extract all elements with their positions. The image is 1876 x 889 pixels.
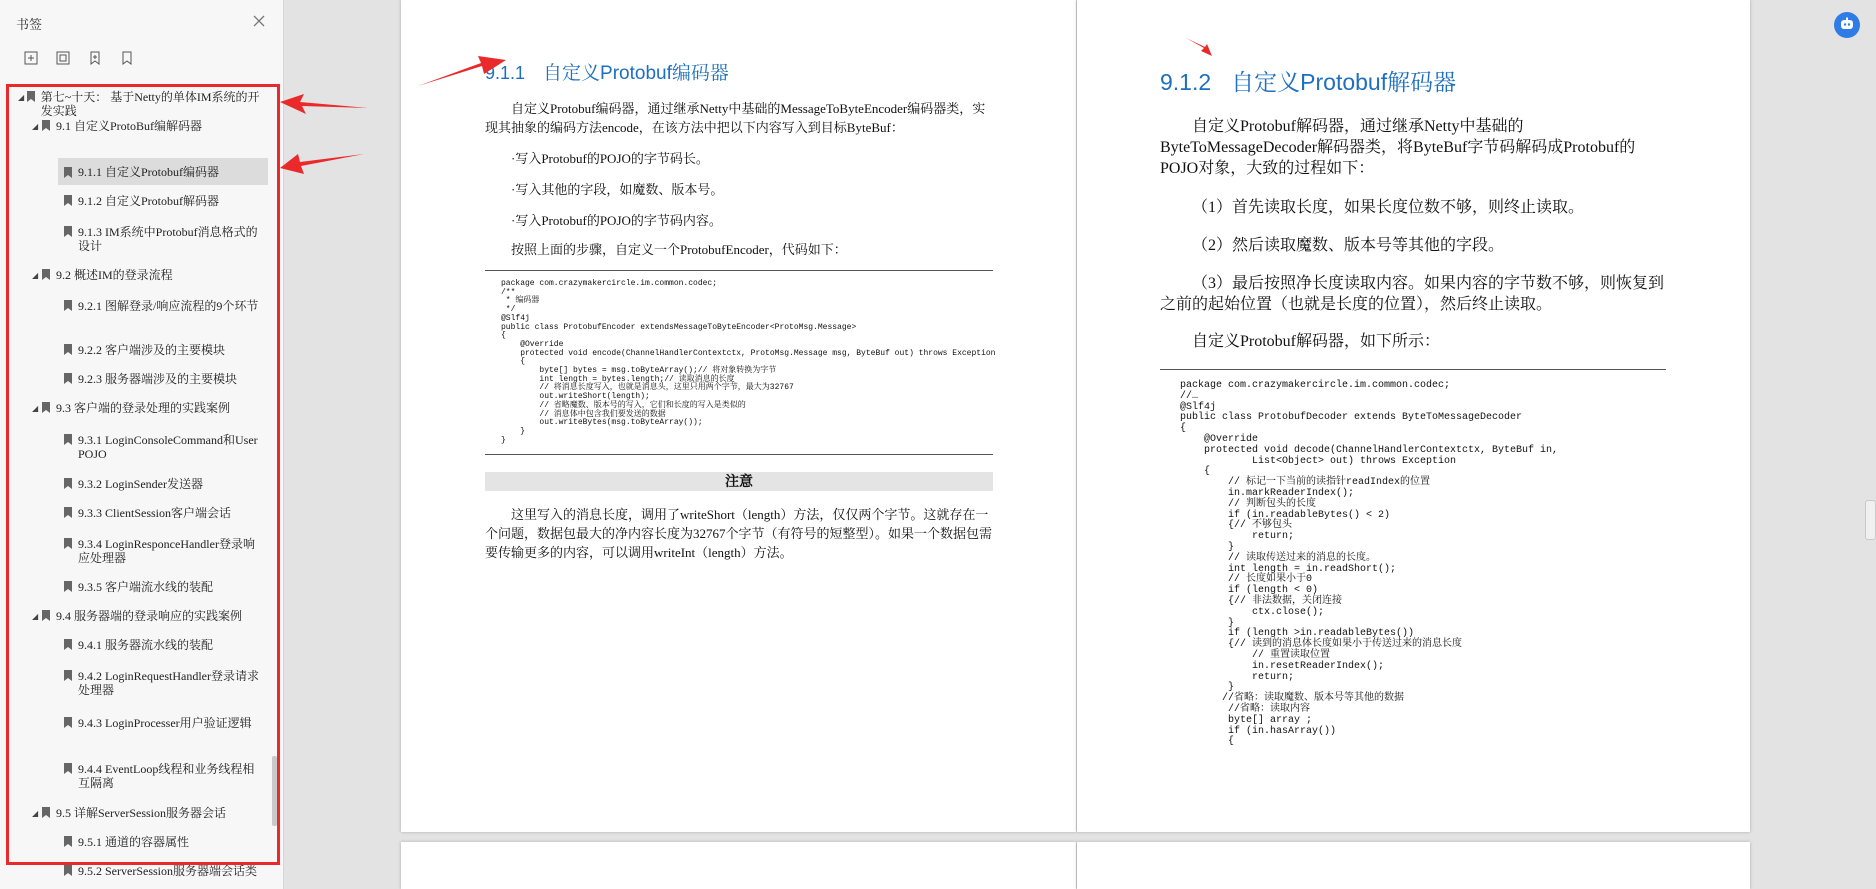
section-title: 自定义Protobuf解码器 [1231, 69, 1457, 95]
bookmark-icon [64, 639, 72, 650]
bullet-item: ·写入Protobuf的POJO的字节码内容。 [511, 213, 722, 228]
code-divider [485, 454, 993, 455]
bookmark-item[interactable]: ◢ 9.5 详解ServerSession服务器会话 [32, 806, 226, 820]
code-block: package com.crazymakercircle.im.common.codec; /** * 编码器 */ @Slf4j public class ProtobufEncoder extendsMessageToByteEncoder<ProtoMsg.Message> { @Override protected void encode(ChannelHandlerContextctx, ProtoMsg.Message msg, ByteBuf out) throws Exception { byte[] bytes = msg.toByteArray();// 将对象转换为字节 int length = bytes.length;// 读取消息的长度 // 将消息长度写入，也就是消息头，这里只用两个字节，最大为32767 out.writeShort(length); // 省略魔数、版本号的写入，它们和长度的写入是类似的 // 消息体中包含我们要发送的数据 out.writeBytes(msg.toByteArray()); } } [501, 279, 996, 445]
note-paragraph: 这里写入的消息长度，调用了writeShort（length）方法，仅仅两个字节。这就存在一个问题，数据包最大的净内容长度为32767个字节（有符号的短整型）。如果一个数据包需要传输更多的内容，可以调用writeInt（length）方法。 [485, 507, 993, 560]
annotation-arrow-icon [280, 148, 366, 178]
section-number: 9.1.2 [1160, 69, 1212, 95]
section-title: 自定义Protobuf编码器 [543, 63, 729, 84]
expanded-triangle-icon[interactable]: ◢ [32, 809, 39, 818]
bookmark-item[interactable]: 9.2.2 客户端涉及的主要模块 [64, 343, 264, 357]
bookmark-icon [64, 373, 72, 384]
bookmark-item[interactable]: ◢ 9.4 服务器端的登录响应的实践案例 [32, 609, 243, 623]
expanded-triangle-icon[interactable]: ◢ [32, 271, 39, 280]
page-scrollbar-thumb[interactable] [1865, 500, 1876, 540]
bookmark-icon [64, 300, 72, 311]
expanded-triangle-icon[interactable]: ◢ [32, 612, 39, 621]
bookmark-item[interactable]: ◢ 9.2 概述IM的登录流程 [32, 268, 173, 282]
section-heading [1160, 64, 1456, 97]
bookmark-list [6, 84, 277, 889]
bookmark-item[interactable]: 9.3.5 客户端流水线的装配 [64, 580, 264, 594]
bookmark-icon [64, 167, 72, 178]
step-paragraph: （3）最后按照净长度读取内容。如果内容的字节数不够，则恢复到之前的起始位置（也就是长度的位置），然后终止读取。 [1160, 275, 1665, 313]
code-divider [1160, 369, 1666, 370]
add-bookmark-icon[interactable] [84, 48, 106, 68]
bookmark-item[interactable]: 9.4.2 LoginRequestHandler登录请求处理器 [64, 669, 264, 697]
code-divider [485, 270, 993, 271]
bookmark-item[interactable]: 9.1.3 IM系统中Protobuf消息格式的设计 [64, 225, 264, 253]
assistant-icon [1839, 17, 1855, 33]
bookmark-item[interactable]: 9.3.1 LoginConsoleCommand和User POJO [64, 433, 264, 461]
bookmark-icon [64, 226, 72, 237]
expanded-triangle-icon[interactable]: ◢ [32, 122, 39, 131]
bookmark-icon [42, 610, 50, 621]
bookmark-item[interactable]: 9.5.1 通道的容器属性 [64, 835, 264, 849]
bookmark-icon [27, 91, 35, 102]
bookmark-icon [64, 865, 72, 876]
bookmark-icon [64, 670, 72, 681]
collapse-all-icon[interactable] [52, 48, 74, 68]
bookmark-icon [64, 836, 72, 847]
annotation-arrow-icon [1184, 36, 1214, 58]
bookmark-sidebar [0, 0, 284, 889]
bookmark-icon [42, 120, 50, 131]
assistant-button[interactable] [1834, 12, 1860, 38]
bookmark-item[interactable]: ◢ 9.1 自定义ProtoBuf编解码器 [32, 119, 203, 133]
bullet-item: ·写入其他的字段，如魔数、版本号。 [511, 182, 724, 197]
expanded-triangle-icon[interactable]: ◢ [18, 93, 25, 102]
bookmark-icon [64, 763, 72, 774]
sidebar-toolbar [20, 48, 138, 68]
bookmark-icon [64, 581, 72, 592]
bookmark-item-selected[interactable]: 9.1.1 自定义Protobuf编码器 [58, 158, 268, 185]
bookmark-icon [64, 478, 72, 489]
lead-paragraph: 按照上面的步骤，自定义一个ProtobufEncoder，代码如下： [511, 242, 847, 257]
bookmark-item[interactable]: 9.4.1 服务器流水线的装配 [64, 638, 264, 652]
close-icon[interactable] [252, 14, 266, 28]
bookmark-item[interactable]: 9.4.3 LoginProcesser用户验证逻辑 [64, 716, 264, 730]
bookmark-icon [64, 717, 72, 728]
bookmark-item[interactable]: 9.2.3 服务器端涉及的主要模块 [64, 372, 264, 386]
expanded-triangle-icon[interactable]: ◢ [32, 404, 39, 413]
document-page-left [401, 0, 1076, 832]
step-paragraph: （2）然后读取魔数、版本号等其他的字段。 [1192, 237, 1505, 254]
bookmark-icon [64, 538, 72, 549]
intro-paragraph: 自定义Protobuf解码器，通过继承Netty中基础的ByteToMessageDecoder解码器类，将ByteBuf字节码解码成Protobuf的POJO对象，大致的过程如下： [1160, 118, 1636, 177]
expand-all-icon[interactable] [20, 48, 42, 68]
bookmark-icon[interactable] [116, 48, 138, 68]
bookmark-icon [64, 195, 72, 206]
document-page-next-right [1077, 842, 1750, 889]
lead-paragraph: 自定义Protobuf解码器，如下所示： [1192, 333, 1441, 350]
bookmark-icon [42, 269, 50, 280]
document-page-right [1077, 0, 1750, 832]
section-number: 9.1.1 [485, 63, 526, 83]
code-block: package com.crazymakercircle.im.common.codec; //… @Slf4j public class ProtobufDecoder extends ByteToMessageDecoder { @Override protected void decode(ChannelHandlerContextctx, ByteBuf in, List<Object> out) throws Exception { // 标记一下当前的读指针readIndex的位置 in.markReaderIndex(); // 判断包头的长度 if (in.readableBytes() < 2) {// 不够包头 return; } // 读取传送过来的消息的长度。 int length = in.readShort(); // 长度如果小于0 if (length < 0) {// 非法数据，关闭连接 ctx.close(); } if (length >in.readableBytes()) {// 读到的消息体长度如果小于传送过来的消息长度 // 重置读取位置 in.resetReaderIndex(); return; } //省略：读取魔数、版本号等其他的数据 //省略：读取内容 byte[] array ; if (in.hasArray()) { [1180, 380, 1559, 748]
bookmark-item[interactable]: 9.3.2 LoginSender发送器 [64, 477, 264, 491]
document-page-next-left [401, 842, 1076, 889]
bookmark-item[interactable]: ◢ 9.3 客户端的登录处理的实践案例 [32, 401, 231, 415]
bookmark-item[interactable]: 9.5.2 ServerSession服务器端会话类 [64, 864, 264, 878]
bookmark-item[interactable]: 9.3.4 LoginResponceHandler登录响应处理器 [64, 537, 264, 565]
bookmark-item[interactable]: 9.4.4 EventLoop线程和业务线程相互隔离 [64, 762, 264, 790]
annotation-arrow-icon [280, 90, 370, 120]
bookmark-item[interactable]: 9.1.2 自定义Protobuf解码器 [64, 194, 264, 208]
bookmark-icon [42, 807, 50, 818]
bookmark-icon [42, 402, 50, 413]
intro-paragraph: 自定义Protobuf编码器，通过继承Netty中基础的MessageToByteEncoder编码器类，实现其抽象的编码方法encode，在该方法中把以下内容写入到目标ByteBuf： [485, 101, 986, 135]
bookmark-icon [64, 507, 72, 518]
bookmark-item[interactable]: ◢ 第七~十天： 基于Netty的单体IM系统的开发实践 [18, 90, 260, 118]
bookmark-item[interactable]: 9.3.3 ClientSession客户端会话 [64, 506, 264, 520]
note-title: 注意 [485, 472, 993, 491]
step-paragraph: （1）首先读取长度，如果长度位数不够，则终止读取。 [1192, 199, 1585, 216]
bookmark-icon [64, 434, 72, 445]
bullet-item: ·写入Protobuf的POJO的字节码长。 [511, 151, 709, 166]
annotation-arrow-icon [416, 56, 508, 90]
sidebar-title: 书签 [16, 17, 43, 32]
bookmark-icon [64, 344, 72, 355]
bookmark-item[interactable]: 9.2.1 图解登录/响应流程的9个环节 [64, 299, 264, 313]
sidebar-scrollbar[interactable] [272, 756, 277, 826]
section-heading [485, 58, 729, 85]
